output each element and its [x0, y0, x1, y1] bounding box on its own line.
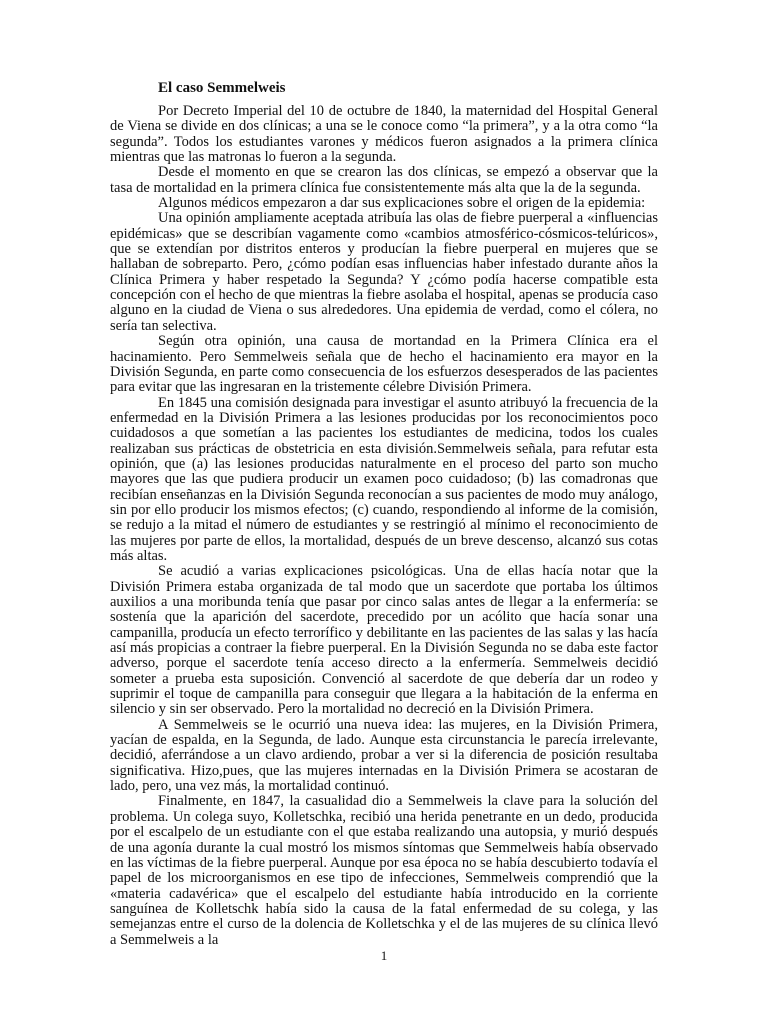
- document-body: [110, 104, 658, 948]
- paragraph-9: Finalmente, en 1847, la casualidad dio a Semmelweis la clave para la solución del problema. Un colega suyo, Kolletschka, recibió una herida penetrante en un dedo, producida por el escalpelo de un estudiante con el que estaba realizando una autopsia, y murió después de una agonía durante la cual mostró los mismos síntomas que Semmelweis había observado en las víctimas de la fiebre puerperal. Aunque por esa época no se había descubierto todavía el papel de los microorganismos en ese tipo de infecciones, Semmelweis comprendió que la «materia cadavérica» que el escalpelo del estudiante había introducido en la corriente sanguínea de Kolletschk había sido la causa de la fatal enfermedad de su colega, y las semejanzas entre el curso de la dolencia de Kolletschka y el de las mujeres de su clínica llevó a Semmelweis a la: [110, 793, 658, 948]
- paragraph-3: Algunos médicos empezaron a dar sus explicaciones sobre el origen de la epidemia:: [158, 195, 646, 212]
- paragraph-6: En 1845 una comisión designada para investigar el asunto atribuyó la frecuencia de la enfermedad en la División Primera a las lesiones producidas por los reconocimientos poco cuidadosos a que sometían a las pacientes los estudiantes de medicina, todos los cuales realizaban sus prácticas de obstetricia en esta división.Semmelweis señala, para refutar esta opinión, que (a) las lesiones producidas naturalmente en el proceso del parto son mucho mayores que las que pudiera producir un examen poco cuidadoso; (b) las comadronas que recibían enseñanzas en la División Segunda reconocían a sus pacientes de modo muy análogo, sin por ello producir los mismos efectos; (c) cuando, respondiendo al informe de la comisión, se redujo a la mitad el número de estudiantes y se restringió al mínimo el reconocimiento de las mujeres por parte de ellos, la mortalidad, después de un breve descenso, alcanzó sus cotas más altas.: [110, 394, 658, 564]
- paragraph-2: Desde el momento en que se crearon las dos clínicas, se empezó a observar que la tasa de mortalidad en la primera clínica fue consistentemente más alta que la de la segunda.: [110, 164, 658, 196]
- document-title: El caso Semmelweis: [158, 80, 286, 96]
- paragraph-8: A Semmelweis se le ocurrió una nueva idea: las mujeres, en la División Primera, yacían de espalda, en la Segunda, de lado. Aunque esta circunstancia le parecía irrelevante, decidió, aferrándose a un clavo ardiendo, probar a ver si la diferencia de posición resultaba significativa. Hizo,pues, que las mujeres internadas en la División Primera se acostaran de lado, pero, una vez más, la mortalidad continuó.: [110, 716, 658, 795]
- page-number: 1: [380, 948, 388, 963]
- paragraph-5: Según otra opinión, una causa de mortandad en la Primera Clínica era el hacinamiento. Pero Semmelweis señala que de hecho el hacinamiento era mayor en la División Segunda, en parte como consecuencia de los esfuerzos desesperados de las pacientes para evitar que las ingresaran en la tristemente célebre División Primera.: [110, 333, 658, 396]
- paragraph-4: Una opinión ampliamente aceptada atribuía las olas de fiebre puerperal a «influencias epidémicas» que se describían vagamente como «cambios atmosférico-cósmicos-telúricos», que se extendían por distritos enteros y producían la fiebre puerperal en mujeres que se hallaban de sobreparto. Pero, ¿cómo podían esas influencias haber infestado durante años la Clínica Primera y haber respetado la Segunda? Y ¿cómo podía hacerse compatible esta concepción con el hecho de que mientras la fiebre asolaba el hospital, apenas se producía caso alguno en la ciudad de Viena o sus alrededores. Una epidemia de verdad, como el cólera, no sería tan selectiva.: [110, 210, 658, 334]
- paragraph-1: Por Decreto Imperial del 10 de octubre de 1840, la maternidad del Hospital General de Viena se divide en dos clínicas; a una se le conoce como “la primera”, y a la otra como “la segunda”. Todos los estudiantes varones y médicos fueron asignados a la primera clínica mientras que las matronas lo fueron a la segunda.: [110, 103, 658, 166]
- paragraph-7: Se acudió a varias explicaciones psicológicas. Una de ellas hacía notar que la División Primera estaba organizada de tal modo que un sacerdote que portaba los últimos auxilios a una moribunda tenía que pasar por cinco salas antes de llegar a la enfermería: se sostenía que la aparición del sacerdote, precedido por un acólito que hacía sonar una campanilla, producía un efecto terrorífico y debilitante en las pacientes de las salas y las hacía así más propicias a contraer la fiebre puerperal. En la División Segunda no se daba este factor adverso, porque el sacerdote tenía acceso directo a la enfermería. Semmelweis decidió someter a prueba esta suposición. Convenció al sacerdote de que debería dar un rodeo y suprimir el toque de campanilla para conseguir que llegara a la habitación de la enferma en silencio y sin ser observado. Pero la mortalidad no decreció en la División Primera.: [110, 563, 658, 718]
